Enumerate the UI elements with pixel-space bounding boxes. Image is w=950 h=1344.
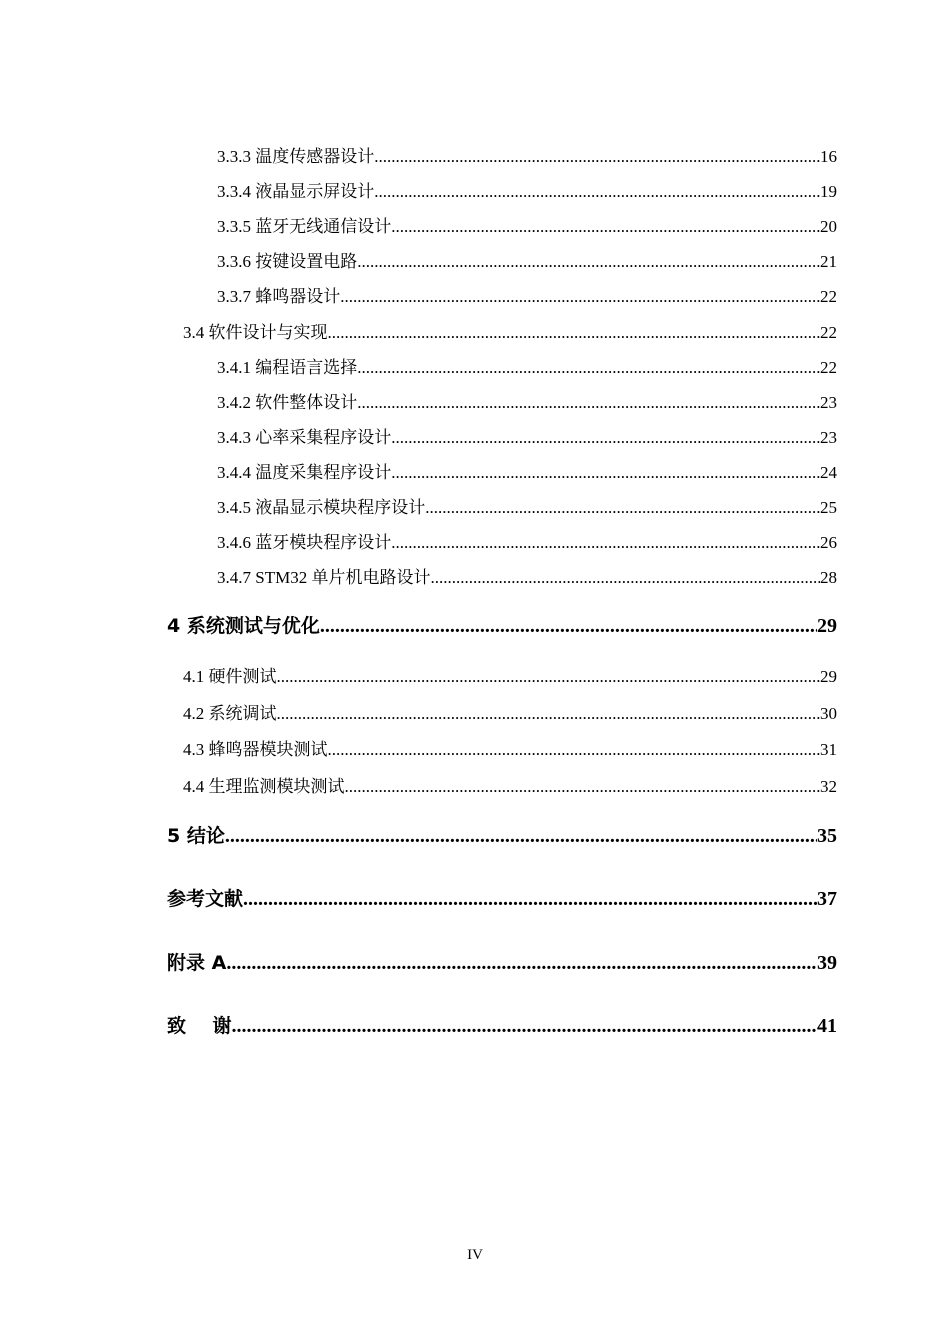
toc-entry-label: 4.3 蜂鸣器模块测试 xyxy=(183,740,328,759)
toc-entry[interactable] xyxy=(217,393,837,413)
toc-leader-dots xyxy=(357,393,820,413)
toc-leader-dots xyxy=(340,287,820,307)
toc-leader-dots xyxy=(243,887,817,911)
toc-entry-page: 29 xyxy=(817,615,837,637)
toc-entry-label: 3.3.3 温度传感器设计 xyxy=(217,147,375,166)
toc-entry[interactable] xyxy=(217,568,837,588)
toc-entry-page: 26 xyxy=(820,533,837,552)
toc-entry-page: 39 xyxy=(817,952,837,974)
toc-entry-label: 参考文献 xyxy=(167,888,244,910)
toc-entry[interactable] xyxy=(183,740,837,760)
toc-entry[interactable] xyxy=(217,533,837,553)
toc-entry-label: 3.4.3 心率采集程序设计 xyxy=(217,428,392,447)
toc-entry-label: 3.4.7 STM32 单片机电路设计 xyxy=(217,568,431,587)
toc-leader-dots xyxy=(430,568,820,588)
toc-entry-page: 22 xyxy=(820,287,837,306)
toc-entry[interactable] xyxy=(183,777,837,797)
toc-entry-label: 3.4 软件设计与实现 xyxy=(183,323,328,342)
toc-leader-dots xyxy=(357,252,820,272)
page-number: IV xyxy=(467,1247,483,1263)
toc-entry-page: 16 xyxy=(820,147,837,166)
toc-entry-page: 28 xyxy=(820,568,837,587)
toc-entry-label: 4 系统测试与优化 xyxy=(167,615,320,637)
toc-leader-dots xyxy=(277,667,821,687)
toc-chapter-entry[interactable] xyxy=(167,824,837,848)
toc-entry-label: 3.3.5 蓝牙无线通信设计 xyxy=(217,217,392,236)
toc-entry[interactable] xyxy=(217,287,837,307)
toc-entry-page: 23 xyxy=(820,393,837,412)
toc-entry[interactable] xyxy=(217,498,837,518)
toc-entry[interactable] xyxy=(183,323,837,343)
toc-entry-page: 23 xyxy=(820,428,837,447)
toc-leader-dots xyxy=(320,614,817,638)
toc-leader-dots xyxy=(226,951,817,975)
toc-entry[interactable] xyxy=(217,182,837,202)
toc-entry-page: 30 xyxy=(820,704,837,723)
toc-entry-page: 22 xyxy=(820,323,837,342)
toc-entry-label: 3.3.7 蜂鸣器设计 xyxy=(217,287,341,306)
toc-leader-dots xyxy=(225,824,817,848)
toc-leader-dots xyxy=(391,463,820,483)
toc-entry-label: 附录 A xyxy=(167,952,227,974)
toc-leader-dots xyxy=(277,704,821,724)
toc-entry-page: 25 xyxy=(820,498,837,517)
toc-entry-page: 29 xyxy=(820,667,837,686)
toc-entry[interactable] xyxy=(217,428,837,448)
toc-leader-dots xyxy=(391,428,820,448)
toc-entry[interactable] xyxy=(217,252,837,272)
toc-entry-label: 3.4.2 软件整体设计 xyxy=(217,393,358,412)
toc-entry-label: 3.4.6 蓝牙模块程序设计 xyxy=(217,533,392,552)
toc-entry-page: 19 xyxy=(820,182,837,201)
toc-entry-label: 5 结论 xyxy=(167,825,225,847)
toc-leader-dots xyxy=(328,740,821,760)
toc-entry-page: 24 xyxy=(820,463,837,482)
toc-entry-label: 3.3.6 按键设置电路 xyxy=(217,252,358,271)
toc-entry-label: 3.4.4 温度采集程序设计 xyxy=(217,463,392,482)
toc-entry-label: 4.2 系统调试 xyxy=(183,704,277,723)
toc-entry[interactable] xyxy=(217,217,837,237)
toc-entry-label: 3.3.4 液晶显示屏设计 xyxy=(217,182,375,201)
toc-leader-dots xyxy=(231,1014,817,1038)
toc-leader-dots xyxy=(391,217,820,237)
toc-chapter-entry[interactable] xyxy=(167,951,837,975)
toc-entry-label: 3.4.5 液晶显示模块程序设计 xyxy=(217,498,426,517)
toc-chapter-entry[interactable] xyxy=(167,614,837,638)
toc-leader-dots xyxy=(391,533,820,553)
toc-leader-dots xyxy=(425,498,820,518)
toc-entry-label: 致 谢 xyxy=(167,1015,232,1037)
toc-leader-dots xyxy=(374,182,820,202)
toc-leader-dots xyxy=(345,777,821,797)
toc-entry[interactable] xyxy=(183,704,837,724)
toc-entry-page: 31 xyxy=(820,740,837,759)
toc-chapter-entry[interactable] xyxy=(167,1014,837,1038)
toc-entry[interactable] xyxy=(217,147,837,167)
toc-chapter-entry[interactable] xyxy=(167,887,837,911)
toc-entry-page: 21 xyxy=(820,252,837,271)
toc-leader-dots xyxy=(374,147,820,167)
toc-entry[interactable] xyxy=(217,358,837,378)
toc-entry-label: 4.4 生理监测模块测试 xyxy=(183,777,345,796)
toc-leader-dots xyxy=(328,323,821,343)
toc-entry-label: 4.1 硬件测试 xyxy=(183,667,277,686)
toc-entry-page: 22 xyxy=(820,358,837,377)
toc-entry-label: 3.4.1 编程语言选择 xyxy=(217,358,358,377)
toc-entry[interactable] xyxy=(217,463,837,483)
toc-entry-page: 32 xyxy=(820,777,837,796)
toc-entry-page: 41 xyxy=(817,1015,837,1037)
toc-entry-page: 20 xyxy=(820,217,837,236)
toc-entry[interactable] xyxy=(183,667,837,687)
toc-entry-page: 37 xyxy=(817,888,837,910)
toc-leader-dots xyxy=(357,358,820,378)
toc-entry-page: 35 xyxy=(817,825,837,847)
